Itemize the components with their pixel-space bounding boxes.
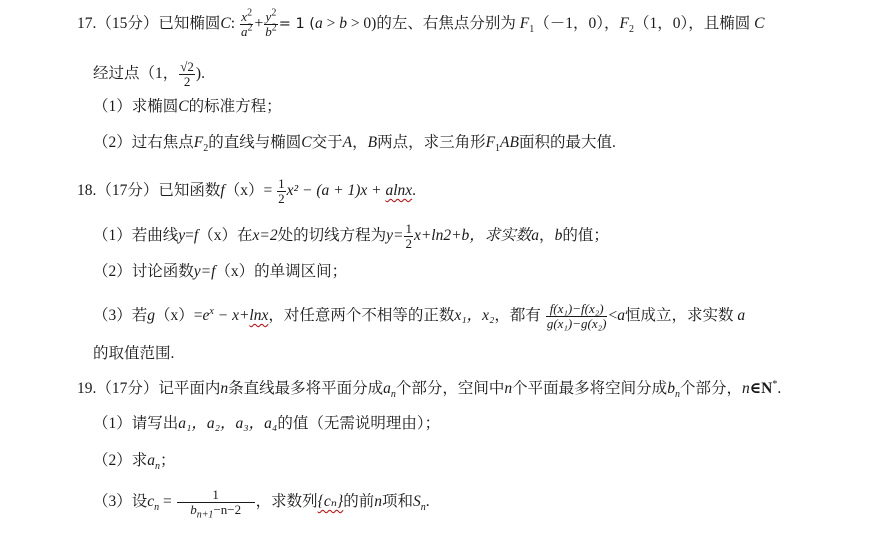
q18-part3: （3）若$g(x)=e^x - x+\ln x$，对任意两个不相等的正数x₁，x₂，都有 $\frac{\text{f(x₁)−f(x₂)}}{\text{g(x₁)−g(x₂)}}$ <a恒成立，求实数 a <box>93 301 746 331</box>
q18-score: （17分） <box>96 182 159 200</box>
q17-part2: （2）过右焦点$F_2$的直线与椭圆C交于A，B两点，求三角形$F_1AB$面积的最大值. <box>93 134 616 155</box>
q17-part1: （1）求椭圆C的标准方程； <box>93 98 282 115</box>
q18-frac-half: $\frac{1}{2}$ <box>278 176 285 206</box>
q17-number: 17. <box>77 15 97 33</box>
q17-score: （15分） <box>96 15 159 33</box>
q18-part2: （2）讨论函数y=f（x）的单调区间； <box>93 263 348 280</box>
q18-part1: （1）若曲线y=f（x）在x=2处的切线方程为y= $\frac{1}{2}$ x+ln2+b，求实数a，b的值； <box>93 221 609 251</box>
q18-number: 18. <box>77 182 97 200</box>
q18-frac-half2: $\frac{1}{2}$ <box>405 221 412 251</box>
q17-frac-y: $\frac{y^2}{b^2}$ <box>265 7 277 39</box>
q17-line1: 17.（15分）已知椭圆C: $\frac{x^2}{a^2}$ + $\frac{y^2}{b^2}$ = 1 (a > b > 0)的左、右焦点分别为 $F_1(-1$，0），$F_2(1$，0），且椭圆 C <box>77 7 765 39</box>
q19-part3: （3）设$c_n$ = $\frac{1}{b_{n+1}-n-2}$ ，求数列{cₙ}的前n项和$S_n$. <box>93 487 430 521</box>
q17-frac-x: $\frac{x^2}{a^2}$ <box>240 7 253 39</box>
q17-line2: 经过点（1， $\frac{√2}{2}$ ). <box>93 59 205 89</box>
q19-part1: （1）请写出a₁，a₂，a₃，a₄的值（无需说明理由）； <box>93 415 441 432</box>
q19-frac-cn: $\frac{1}{b_{n+1}-n-2}$ <box>177 488 255 517</box>
q19-number: 19. <box>77 380 97 397</box>
q18-part3-cont: 的取值范围. <box>93 345 175 362</box>
q19-line1: 19.（17分）记平面内n条直线最多将平面分成$a_n$个部分，空间中n个平面最多将空间分成$b_n$个部分，n∈N*. <box>77 378 782 401</box>
q19-part2: （2）求$a_n$； <box>93 452 176 473</box>
q18-line1: 18.（17分）已知函数f（x）= $\frac{1}{2}$ x² − (a + 1)x + alnx. <box>77 176 417 206</box>
q18-frac-fg: $\frac{\text{f(x₁)−f(x₂)}}{\text{g(x₁)−g(x₂)}}$ <box>546 301 607 331</box>
q17-frac-point: $\frac{√2}{2}$ <box>180 59 194 89</box>
